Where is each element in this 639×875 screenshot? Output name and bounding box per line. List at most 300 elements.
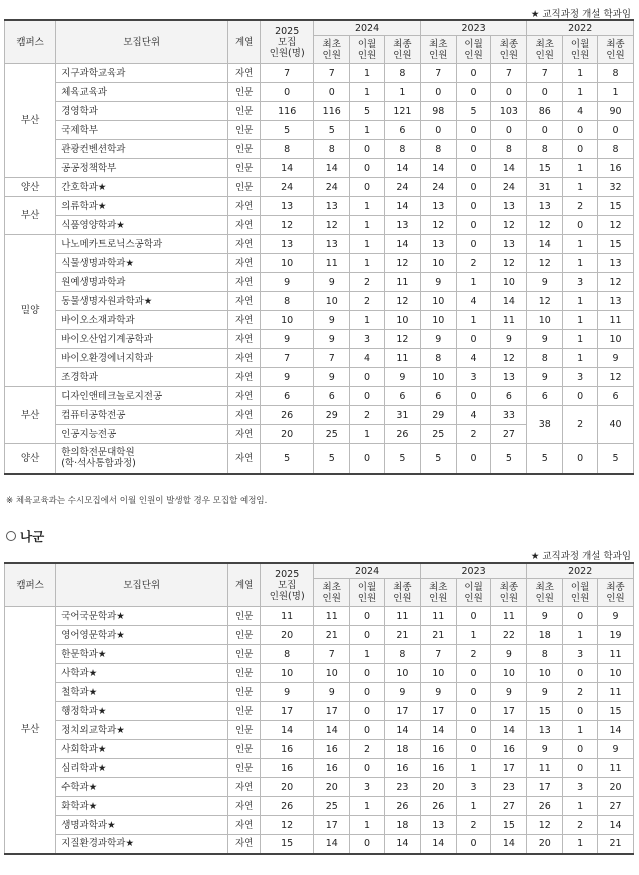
value-cell: 0 — [261, 83, 314, 102]
value-cell: 5 — [314, 121, 350, 140]
value-cell: 16 — [261, 759, 314, 778]
value-cell: 29 — [420, 406, 456, 425]
unit-cell: 사학과★ — [56, 664, 228, 683]
value-cell: 2 — [456, 425, 491, 444]
field-cell: 인문 — [228, 607, 261, 626]
value-cell: 0 — [350, 835, 385, 854]
value-cell: 0 — [350, 368, 385, 387]
footnote: ※ 체육교육과는 수시모집에서 이월 인원이 발생할 경우 모집할 예정임. — [6, 496, 268, 506]
value-cell: 14 — [384, 721, 420, 740]
value-cell: 0 — [563, 702, 598, 721]
unit-cell: 한문학과★ — [56, 645, 228, 664]
value-cell: 14 — [261, 159, 314, 178]
value-cell: 8 — [527, 349, 563, 368]
field-cell: 인문 — [228, 664, 261, 683]
value-cell: 10 — [527, 311, 563, 330]
value-cell: 5 — [350, 102, 385, 121]
value-cell: 1 — [350, 645, 385, 664]
value-cell: 1 — [598, 83, 634, 102]
header-sub: 최종 인원 — [598, 579, 634, 607]
value-cell: 0 — [350, 178, 385, 197]
value-cell: 0 — [456, 330, 491, 349]
header-sub: 최종 인원 — [384, 36, 420, 64]
value-cell: 13 — [261, 235, 314, 254]
value-cell: 0 — [563, 759, 598, 778]
value-cell: 0 — [314, 83, 350, 102]
value-cell: 90 — [598, 102, 634, 121]
value-cell: 13 — [261, 197, 314, 216]
value-cell: 11 — [261, 607, 314, 626]
value-cell: 9 — [420, 683, 456, 702]
value-cell: 13 — [491, 197, 527, 216]
value-cell: 13 — [598, 254, 634, 273]
value-cell: 13 — [491, 368, 527, 387]
value-cell: 9 — [314, 311, 350, 330]
campus-cell: 양산 — [5, 444, 56, 474]
unit-cell: 식물생명과학과★ — [56, 254, 228, 273]
value-cell: 16 — [491, 740, 527, 759]
value-cell: 14 — [384, 159, 420, 178]
value-cell: 16 — [261, 740, 314, 759]
teaching-course-note-2: ★ 교직과정 개설 학과임 — [530, 551, 631, 562]
table-row — [5, 83, 634, 102]
value-cell: 1 — [563, 64, 598, 83]
value-cell: 7 — [314, 349, 350, 368]
value-cell: 0 — [456, 216, 491, 235]
value-cell: 10 — [491, 273, 527, 292]
value-cell: 9 — [314, 683, 350, 702]
unit-cell: 화학과★ — [56, 797, 228, 816]
table-row — [5, 330, 634, 349]
value-cell: 26 — [384, 425, 420, 444]
value-cell: 0 — [350, 444, 385, 474]
value-cell: 0 — [456, 740, 491, 759]
field-cell: 인문 — [228, 159, 261, 178]
field-cell: 인문 — [228, 645, 261, 664]
value-cell: 2 — [350, 406, 385, 425]
header-year: 2024 — [314, 20, 421, 36]
value-cell: 8 — [598, 140, 634, 159]
header-sub: 최초 인원 — [420, 36, 456, 64]
value-cell: 4 — [456, 349, 491, 368]
value-cell: 8 — [420, 140, 456, 159]
value-cell: 11 — [527, 759, 563, 778]
value-cell: 8 — [384, 140, 420, 159]
value-cell: 3 — [563, 645, 598, 664]
value-cell: 1 — [563, 292, 598, 311]
value-cell: 0 — [456, 607, 491, 626]
field-cell: 인문 — [228, 702, 261, 721]
field-cell: 자연 — [228, 797, 261, 816]
value-cell: 8 — [527, 645, 563, 664]
value-cell: 12 — [598, 273, 634, 292]
field-cell: 자연 — [228, 444, 261, 474]
value-cell: 21 — [314, 626, 350, 645]
campus-cell: 부산 — [5, 64, 56, 178]
value-cell: 12 — [314, 216, 350, 235]
header-row — [5, 20, 634, 36]
field-cell: 자연 — [228, 425, 261, 444]
value-cell: 24 — [261, 178, 314, 197]
field-cell: 자연 — [228, 778, 261, 797]
value-cell: 0 — [456, 178, 491, 197]
value-cell: 9 — [314, 330, 350, 349]
unit-cell: 나노메카트로닉스공학과 — [56, 235, 228, 254]
value-cell: 13 — [420, 235, 456, 254]
table-row — [5, 444, 634, 474]
value-cell: 7 — [527, 64, 563, 83]
value-cell: 0 — [456, 664, 491, 683]
header-year: 2022 — [527, 20, 634, 36]
value-cell: 14 — [384, 235, 420, 254]
header-2025: 2025 모집 인원(명) — [261, 563, 314, 607]
value-cell: 12 — [384, 292, 420, 311]
table-row — [5, 645, 634, 664]
value-cell: 14 — [420, 159, 456, 178]
unit-cell: 행정학과★ — [56, 702, 228, 721]
header-2025: 2025 모집 인원(명) — [261, 20, 314, 64]
value-cell: 1 — [563, 349, 598, 368]
value-cell: 2 — [350, 273, 385, 292]
value-cell: 0 — [456, 235, 491, 254]
value-cell: 23 — [491, 778, 527, 797]
value-cell: 103 — [491, 102, 527, 121]
value-cell: 9 — [420, 330, 456, 349]
value-cell: 11 — [420, 607, 456, 626]
table-row — [5, 254, 634, 273]
value-cell: 13 — [598, 292, 634, 311]
value-cell: 7 — [420, 645, 456, 664]
value-cell: 11 — [598, 759, 634, 778]
value-cell: 24 — [314, 178, 350, 197]
field-cell: 자연 — [228, 406, 261, 425]
value-cell: 2 — [456, 254, 491, 273]
value-cell: 12 — [527, 816, 563, 835]
header-sub: 최종 인원 — [491, 36, 527, 64]
value-cell: 9 — [527, 683, 563, 702]
value-cell: 16 — [420, 740, 456, 759]
value-cell: 6 — [527, 387, 563, 406]
value-cell: 121 — [384, 102, 420, 121]
value-cell: 9 — [314, 273, 350, 292]
field-cell: 자연 — [228, 835, 261, 854]
value-cell: 24 — [384, 178, 420, 197]
value-cell: 12 — [420, 216, 456, 235]
value-cell: 11 — [314, 607, 350, 626]
value-cell: 10 — [261, 311, 314, 330]
value-cell: 0 — [456, 121, 491, 140]
value-cell: 17 — [314, 702, 350, 721]
value-cell: 0 — [420, 121, 456, 140]
value-cell: 1 — [563, 178, 598, 197]
value-cell: 25 — [314, 425, 350, 444]
value-cell: 0 — [350, 759, 385, 778]
value-cell: 9 — [527, 607, 563, 626]
value-cell: 8 — [261, 292, 314, 311]
header-year: 2022 — [527, 563, 634, 579]
value-cell: 2 — [350, 740, 385, 759]
value-cell: 0 — [456, 683, 491, 702]
value-cell: 9 — [420, 273, 456, 292]
field-cell: 인문 — [228, 626, 261, 645]
value-cell: 13 — [527, 721, 563, 740]
field-cell: 인문 — [228, 178, 261, 197]
header-campus: 캠퍼스 — [5, 563, 56, 607]
unit-cell: 관광컨벤션학과 — [56, 140, 228, 159]
value-cell: 6 — [261, 387, 314, 406]
value-cell: 0 — [350, 721, 385, 740]
field-cell: 자연 — [228, 254, 261, 273]
value-cell: 9 — [491, 330, 527, 349]
value-cell: 2 — [456, 816, 491, 835]
value-cell: 12 — [491, 349, 527, 368]
value-cell: 1 — [456, 797, 491, 816]
value-cell: 16 — [384, 759, 420, 778]
value-cell: 6 — [420, 387, 456, 406]
value-cell: 17 — [491, 759, 527, 778]
unit-cell: 간호학과★ — [56, 178, 228, 197]
value-cell: 27 — [491, 425, 527, 444]
value-cell: 9 — [527, 740, 563, 759]
value-cell: 0 — [350, 159, 385, 178]
value-cell: 0 — [350, 664, 385, 683]
field-cell: 자연 — [228, 216, 261, 235]
value-cell: 5 — [527, 444, 563, 474]
table-row — [5, 721, 634, 740]
unit-cell: 경영학과 — [56, 102, 228, 121]
value-cell: 14 — [261, 721, 314, 740]
value-cell: 2 — [563, 683, 598, 702]
value-cell: 0 — [527, 83, 563, 102]
value-cell: 1 — [563, 254, 598, 273]
value-cell: 5 — [384, 444, 420, 474]
value-cell: 8 — [384, 64, 420, 83]
table-row — [5, 159, 634, 178]
value-cell: 24 — [420, 178, 456, 197]
value-cell: 3 — [563, 368, 598, 387]
campus-cell: 밀양 — [5, 235, 56, 387]
table-row — [5, 816, 634, 835]
field-cell: 인문 — [228, 102, 261, 121]
unit-cell: 컴퓨터공학전공 — [56, 406, 228, 425]
table-row — [5, 235, 634, 254]
campus-cell: 부산 — [5, 387, 56, 444]
value-cell: 20 — [420, 778, 456, 797]
value-cell: 1 — [563, 721, 598, 740]
value-cell: 10 — [314, 664, 350, 683]
table-row — [5, 349, 634, 368]
value-cell: 1 — [350, 425, 385, 444]
value-cell: 26 — [420, 797, 456, 816]
value-cell: 14 — [384, 835, 420, 854]
value-cell: 0 — [456, 140, 491, 159]
value-cell: 8 — [420, 349, 456, 368]
value-cell: 13 — [420, 197, 456, 216]
value-cell: 17 — [261, 702, 314, 721]
value-cell: 9 — [384, 683, 420, 702]
value-cell: 7 — [491, 64, 527, 83]
field-cell: 자연 — [228, 311, 261, 330]
unit-cell: 철학과★ — [56, 683, 228, 702]
value-cell: 3 — [350, 330, 385, 349]
value-cell: 0 — [456, 64, 491, 83]
header-sub: 이월 인원 — [350, 36, 385, 64]
unit-cell: 식품영양학과★ — [56, 216, 228, 235]
value-cell: 3 — [456, 368, 491, 387]
value-cell: 5 — [491, 444, 527, 474]
value-cell: 14 — [384, 197, 420, 216]
value-cell: 9 — [384, 368, 420, 387]
value-cell: 0 — [491, 121, 527, 140]
value-cell: 13 — [314, 235, 350, 254]
header-sub: 최초 인원 — [527, 36, 563, 64]
header-campus: 캠퍼스 — [5, 20, 56, 64]
value-cell: 7 — [420, 64, 456, 83]
field-cell: 자연 — [228, 292, 261, 311]
value-cell: 20 — [598, 778, 634, 797]
value-cell: 1 — [350, 797, 385, 816]
table-row — [5, 683, 634, 702]
table-row — [5, 216, 634, 235]
value-cell: 6 — [598, 387, 634, 406]
value-cell: 31 — [384, 406, 420, 425]
header-sub: 최초 인원 — [420, 579, 456, 607]
value-cell: 10 — [261, 664, 314, 683]
value-cell: 4 — [456, 292, 491, 311]
value-cell: 6 — [384, 121, 420, 140]
teaching-course-note: ★ 교직과정 개설 학과임 — [530, 9, 631, 20]
value-cell: 1 — [563, 797, 598, 816]
value-cell: 15 — [527, 702, 563, 721]
value-cell: 17 — [384, 702, 420, 721]
value-cell: 13 — [527, 197, 563, 216]
value-cell: 116 — [261, 102, 314, 121]
table-row — [5, 273, 634, 292]
value-cell: 11 — [384, 349, 420, 368]
value-cell: 17 — [491, 702, 527, 721]
value-cell: 5 — [261, 444, 314, 474]
value-cell: 15 — [598, 235, 634, 254]
value-cell: 0 — [420, 83, 456, 102]
campus-cell: 부산 — [5, 197, 56, 235]
header-sub: 최초 인원 — [527, 579, 563, 607]
value-cell: 12 — [491, 216, 527, 235]
table-row — [5, 797, 634, 816]
value-cell: 0 — [563, 216, 598, 235]
value-cell: 5 — [598, 444, 634, 474]
value-cell: 24 — [491, 178, 527, 197]
value-cell: 12 — [527, 216, 563, 235]
value-cell: 13 — [420, 816, 456, 835]
value-cell: 10 — [420, 664, 456, 683]
field-cell: 인문 — [228, 759, 261, 778]
header-field: 계열 — [228, 563, 261, 607]
value-cell: 27 — [491, 797, 527, 816]
value-cell: 9 — [261, 273, 314, 292]
unit-cell: 체육교육과 — [56, 83, 228, 102]
unit-cell: 공공정책학부 — [56, 159, 228, 178]
value-cell: 4 — [563, 102, 598, 121]
value-cell: 2 — [563, 816, 598, 835]
value-cell: 1 — [456, 626, 491, 645]
value-cell: 1 — [350, 816, 385, 835]
field-cell: 인문 — [228, 740, 261, 759]
value-cell: 10 — [598, 664, 634, 683]
value-cell: 0 — [456, 702, 491, 721]
header-sub: 최초 인원 — [314, 36, 350, 64]
unit-cell: 바이오소재과학과 — [56, 311, 228, 330]
unit-cell: 원예생명과학과 — [56, 273, 228, 292]
admissions-table-2 — [4, 562, 634, 855]
unit-cell: 조경학과 — [56, 368, 228, 387]
value-cell: 9 — [598, 349, 634, 368]
value-cell: 9 — [261, 368, 314, 387]
value-cell: 9 — [598, 740, 634, 759]
unit-cell: 국어국문학과★ — [56, 607, 228, 626]
section-title — [6, 527, 44, 545]
table-row — [5, 387, 634, 406]
value-cell: 0 — [598, 121, 634, 140]
header-sub: 이월 인원 — [563, 36, 598, 64]
value-cell: 8 — [598, 64, 634, 83]
value-cell: 10 — [261, 254, 314, 273]
value-cell: 7 — [261, 349, 314, 368]
field-cell: 자연 — [228, 349, 261, 368]
value-cell: 1 — [384, 83, 420, 102]
value-cell: 0 — [563, 664, 598, 683]
value-cell: 20 — [261, 626, 314, 645]
merged-2022-cell: 2 — [563, 406, 598, 444]
table-row — [5, 121, 634, 140]
value-cell: 9 — [261, 330, 314, 349]
value-cell: 11 — [491, 607, 527, 626]
value-cell: 20 — [314, 778, 350, 797]
value-cell: 26 — [384, 797, 420, 816]
value-cell: 18 — [384, 816, 420, 835]
value-cell: 1 — [350, 235, 385, 254]
value-cell: 1 — [563, 626, 598, 645]
header-sub: 이월 인원 — [456, 579, 491, 607]
unit-cell: 동물생명자원과학과★ — [56, 292, 228, 311]
value-cell: 27 — [598, 797, 634, 816]
header-sub: 최종 인원 — [384, 579, 420, 607]
value-cell: 0 — [563, 121, 598, 140]
table-row — [5, 702, 634, 721]
value-cell: 7 — [261, 64, 314, 83]
value-cell: 5 — [314, 444, 350, 474]
value-cell: 1 — [350, 216, 385, 235]
value-cell: 0 — [350, 626, 385, 645]
value-cell: 0 — [456, 721, 491, 740]
value-cell: 0 — [456, 159, 491, 178]
value-cell: 1 — [456, 311, 491, 330]
value-cell: 18 — [527, 626, 563, 645]
value-cell: 8 — [261, 645, 314, 664]
unit-cell: 영어영문학과★ — [56, 626, 228, 645]
value-cell: 16 — [420, 759, 456, 778]
value-cell: 0 — [563, 607, 598, 626]
value-cell: 10 — [527, 664, 563, 683]
value-cell: 0 — [456, 444, 491, 474]
field-cell: 자연 — [228, 197, 261, 216]
value-cell: 8 — [527, 140, 563, 159]
table-row — [5, 607, 634, 626]
header-unit: 모집단위 — [56, 563, 228, 607]
value-cell: 13 — [491, 235, 527, 254]
table-row — [5, 835, 634, 854]
value-cell: 10 — [598, 330, 634, 349]
value-cell: 0 — [350, 387, 385, 406]
